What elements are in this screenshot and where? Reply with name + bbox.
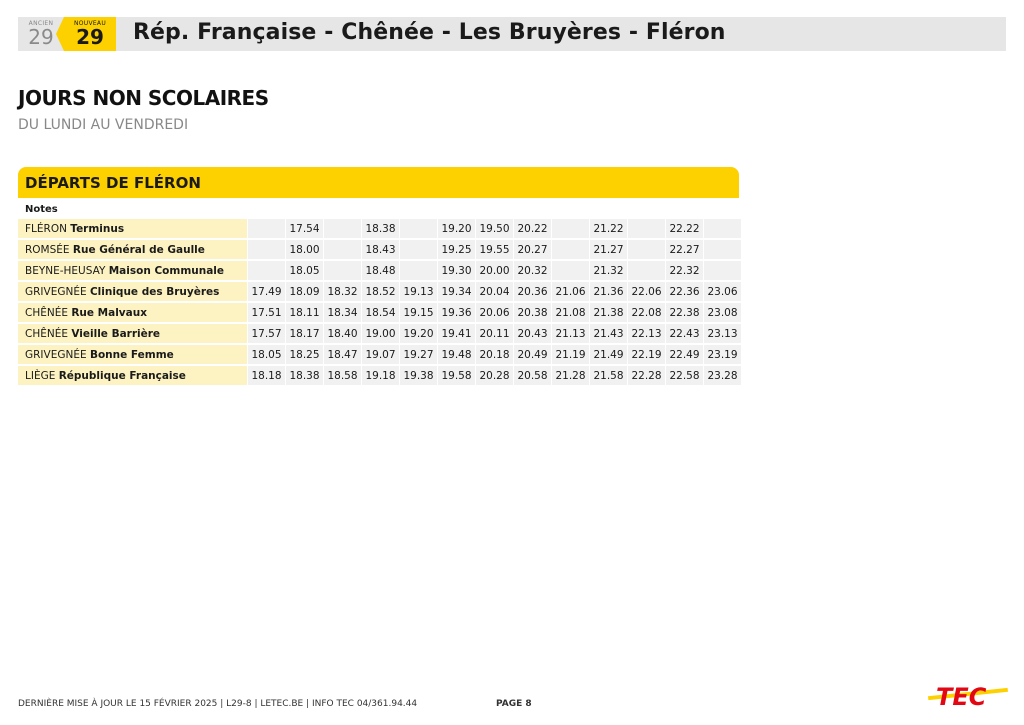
stop-name: Rue Général de Gaulle — [72, 243, 205, 256]
departure-time: 21.28 — [551, 366, 589, 385]
departure-time: 20.06 — [475, 303, 513, 322]
departure-time: 23.28 — [703, 366, 741, 385]
departure-time: 17.51 — [247, 303, 285, 322]
departure-time — [323, 219, 361, 238]
section-subtitle: DU LUNDI AU VENDREDI — [18, 117, 189, 133]
departure-time: 17.57 — [247, 324, 285, 343]
new-line-badge — [64, 17, 116, 51]
timetable-row — [18, 240, 741, 259]
departure-time — [399, 261, 437, 280]
departure-time: 17.54 — [285, 219, 323, 238]
departure-time: 18.48 — [361, 261, 399, 280]
departures-header — [18, 167, 739, 198]
departure-time: 20.32 — [513, 261, 551, 280]
stop-name-cell — [18, 282, 247, 301]
departure-time: 18.52 — [361, 282, 399, 301]
timetable-row — [18, 345, 741, 364]
departure-time: 19.27 — [399, 345, 437, 364]
stop-name-cell — [18, 240, 247, 259]
departure-time: 18.00 — [285, 240, 323, 259]
departure-time: 20.28 — [475, 366, 513, 385]
departure-time: 20.18 — [475, 345, 513, 364]
departure-time: 18.54 — [361, 303, 399, 322]
stop-city: GRIVEGNÉE — [25, 348, 87, 361]
stop-name: Vieille Barrière — [71, 327, 161, 340]
departure-time: 21.43 — [589, 324, 627, 343]
departure-time: 21.13 — [551, 324, 589, 343]
timetable-row — [18, 219, 741, 238]
departure-time: 20.11 — [475, 324, 513, 343]
departure-time: 21.08 — [551, 303, 589, 322]
departure-time: 22.49 — [665, 345, 703, 364]
departure-time — [323, 240, 361, 259]
departure-time — [551, 219, 589, 238]
departure-time: 20.22 — [513, 219, 551, 238]
departure-time — [399, 240, 437, 259]
tec-logo-text: TEC — [936, 683, 987, 710]
departure-time: 17.49 — [247, 282, 285, 301]
old-line-label: ANCIEN — [28, 20, 54, 27]
departure-time: 21.32 — [589, 261, 627, 280]
departure-time: 19.34 — [437, 282, 475, 301]
departure-time — [323, 261, 361, 280]
departure-time: 20.43 — [513, 324, 551, 343]
departure-time — [627, 240, 665, 259]
stop-city: BEYNE-HEUSAY — [25, 264, 106, 277]
departure-time: 18.05 — [285, 261, 323, 280]
departure-time: 18.38 — [285, 366, 323, 385]
departure-time: 19.18 — [361, 366, 399, 385]
departure-time: 18.17 — [285, 324, 323, 343]
departure-time: 20.38 — [513, 303, 551, 322]
stop-name: Maison Communale — [108, 264, 225, 277]
departure-time: 19.20 — [399, 324, 437, 343]
departure-time — [399, 219, 437, 238]
stop-name-cell — [18, 261, 247, 280]
footer-info: DERNIÈRE MISE À JOUR LE 15 FÉVRIER 2025 | L29-8 | LETEC.BE | INFO TEC 04/361.94.44 — [18, 699, 418, 709]
departure-time: 18.32 — [323, 282, 361, 301]
departure-time: 18.40 — [323, 324, 361, 343]
departure-time: 18.09 — [285, 282, 323, 301]
timetable — [18, 217, 741, 387]
departure-time — [703, 261, 741, 280]
departure-time — [627, 261, 665, 280]
departure-time: 22.13 — [627, 324, 665, 343]
timetable-row — [18, 282, 741, 301]
departure-time: 19.13 — [399, 282, 437, 301]
departure-time — [247, 219, 285, 238]
departures-title: DÉPARTS DE FLÉRON — [25, 174, 201, 192]
stop-city: CHÊNÉE — [25, 327, 68, 340]
departure-time: 18.18 — [247, 366, 285, 385]
departure-time — [703, 219, 741, 238]
departure-time: 18.58 — [323, 366, 361, 385]
departure-time: 20.27 — [513, 240, 551, 259]
section-title: JOURS NON SCOLAIRES — [18, 86, 269, 110]
departure-time: 23.06 — [703, 282, 741, 301]
route-title: Rép. Française - Chênée - Les Bruyères - Fléron — [133, 20, 726, 45]
stop-city: CHÊNÉE — [25, 306, 68, 319]
departure-time: 19.55 — [475, 240, 513, 259]
departure-time: 22.19 — [627, 345, 665, 364]
stop-city: GRIVEGNÉE — [25, 285, 87, 298]
old-line-number: 29 — [28, 25, 54, 49]
page-number: PAGE 8 — [496, 699, 532, 709]
departure-time: 22.58 — [665, 366, 703, 385]
departure-time: 19.25 — [437, 240, 475, 259]
departure-time: 18.34 — [323, 303, 361, 322]
departure-time: 22.43 — [665, 324, 703, 343]
departure-time: 22.08 — [627, 303, 665, 322]
departure-time: 19.07 — [361, 345, 399, 364]
tec-logo — [928, 680, 1008, 710]
departure-time: 21.22 — [589, 219, 627, 238]
departure-time: 18.05 — [247, 345, 285, 364]
departure-time — [551, 240, 589, 259]
departure-time: 22.36 — [665, 282, 703, 301]
departure-time: 22.38 — [665, 303, 703, 322]
departure-time: 22.32 — [665, 261, 703, 280]
departure-time: 22.27 — [665, 240, 703, 259]
departure-time: 21.06 — [551, 282, 589, 301]
stop-name-cell — [18, 219, 247, 238]
departure-time — [551, 261, 589, 280]
departure-time — [627, 219, 665, 238]
departure-time: 21.49 — [589, 345, 627, 364]
stop-name-cell — [18, 303, 247, 322]
departure-time: 21.27 — [589, 240, 627, 259]
departure-time: 19.58 — [437, 366, 475, 385]
departure-time: 21.38 — [589, 303, 627, 322]
departure-time: 19.38 — [399, 366, 437, 385]
departure-time: 22.22 — [665, 219, 703, 238]
departure-time: 19.36 — [437, 303, 475, 322]
departure-time: 18.11 — [285, 303, 323, 322]
departure-time: 18.25 — [285, 345, 323, 364]
new-line-label: NOUVEAU — [73, 20, 107, 27]
departure-time: 19.30 — [437, 261, 475, 280]
stop-name: Bonne Femme — [89, 348, 174, 361]
departure-time: 20.49 — [513, 345, 551, 364]
timetable-row — [18, 303, 741, 322]
departure-time — [703, 240, 741, 259]
departure-time — [247, 240, 285, 259]
timetable-row — [18, 324, 741, 343]
departure-time: 19.48 — [437, 345, 475, 364]
stop-city: ROMSÉE — [25, 243, 70, 256]
departure-time: 21.36 — [589, 282, 627, 301]
stop-name: Clinique des Bruyères — [89, 285, 220, 298]
departure-time: 18.38 — [361, 219, 399, 238]
departure-time: 19.50 — [475, 219, 513, 238]
stop-name-cell — [18, 345, 247, 364]
departure-time: 20.04 — [475, 282, 513, 301]
departure-time: 19.15 — [399, 303, 437, 322]
stop-city: LIÈGE — [25, 369, 56, 382]
departure-time: 21.19 — [551, 345, 589, 364]
departure-time: 21.58 — [589, 366, 627, 385]
stop-name: Terminus — [70, 222, 125, 235]
departure-time: 19.00 — [361, 324, 399, 343]
departure-time: 23.08 — [703, 303, 741, 322]
stop-city: FLÉRON — [25, 222, 67, 235]
departure-time: 23.19 — [703, 345, 741, 364]
notes-label: Notes — [25, 204, 58, 215]
stop-name: République Française — [58, 369, 186, 382]
stop-name: Rue Malvaux — [71, 306, 147, 319]
timetable-row — [18, 366, 741, 385]
timetable-row — [18, 261, 741, 280]
departure-time — [247, 261, 285, 280]
departure-time: 22.28 — [627, 366, 665, 385]
departure-time: 19.20 — [437, 219, 475, 238]
departure-time: 18.43 — [361, 240, 399, 259]
departure-time: 22.06 — [627, 282, 665, 301]
route-header — [18, 17, 1006, 51]
new-line-number: 29 — [76, 25, 104, 49]
departure-time: 20.36 — [513, 282, 551, 301]
departure-time: 18.47 — [323, 345, 361, 364]
departure-time: 19.41 — [437, 324, 475, 343]
stop-name-cell — [18, 324, 247, 343]
stop-name-cell — [18, 366, 247, 385]
departure-time: 20.58 — [513, 366, 551, 385]
departure-time: 23.13 — [703, 324, 741, 343]
departure-time: 20.00 — [475, 261, 513, 280]
